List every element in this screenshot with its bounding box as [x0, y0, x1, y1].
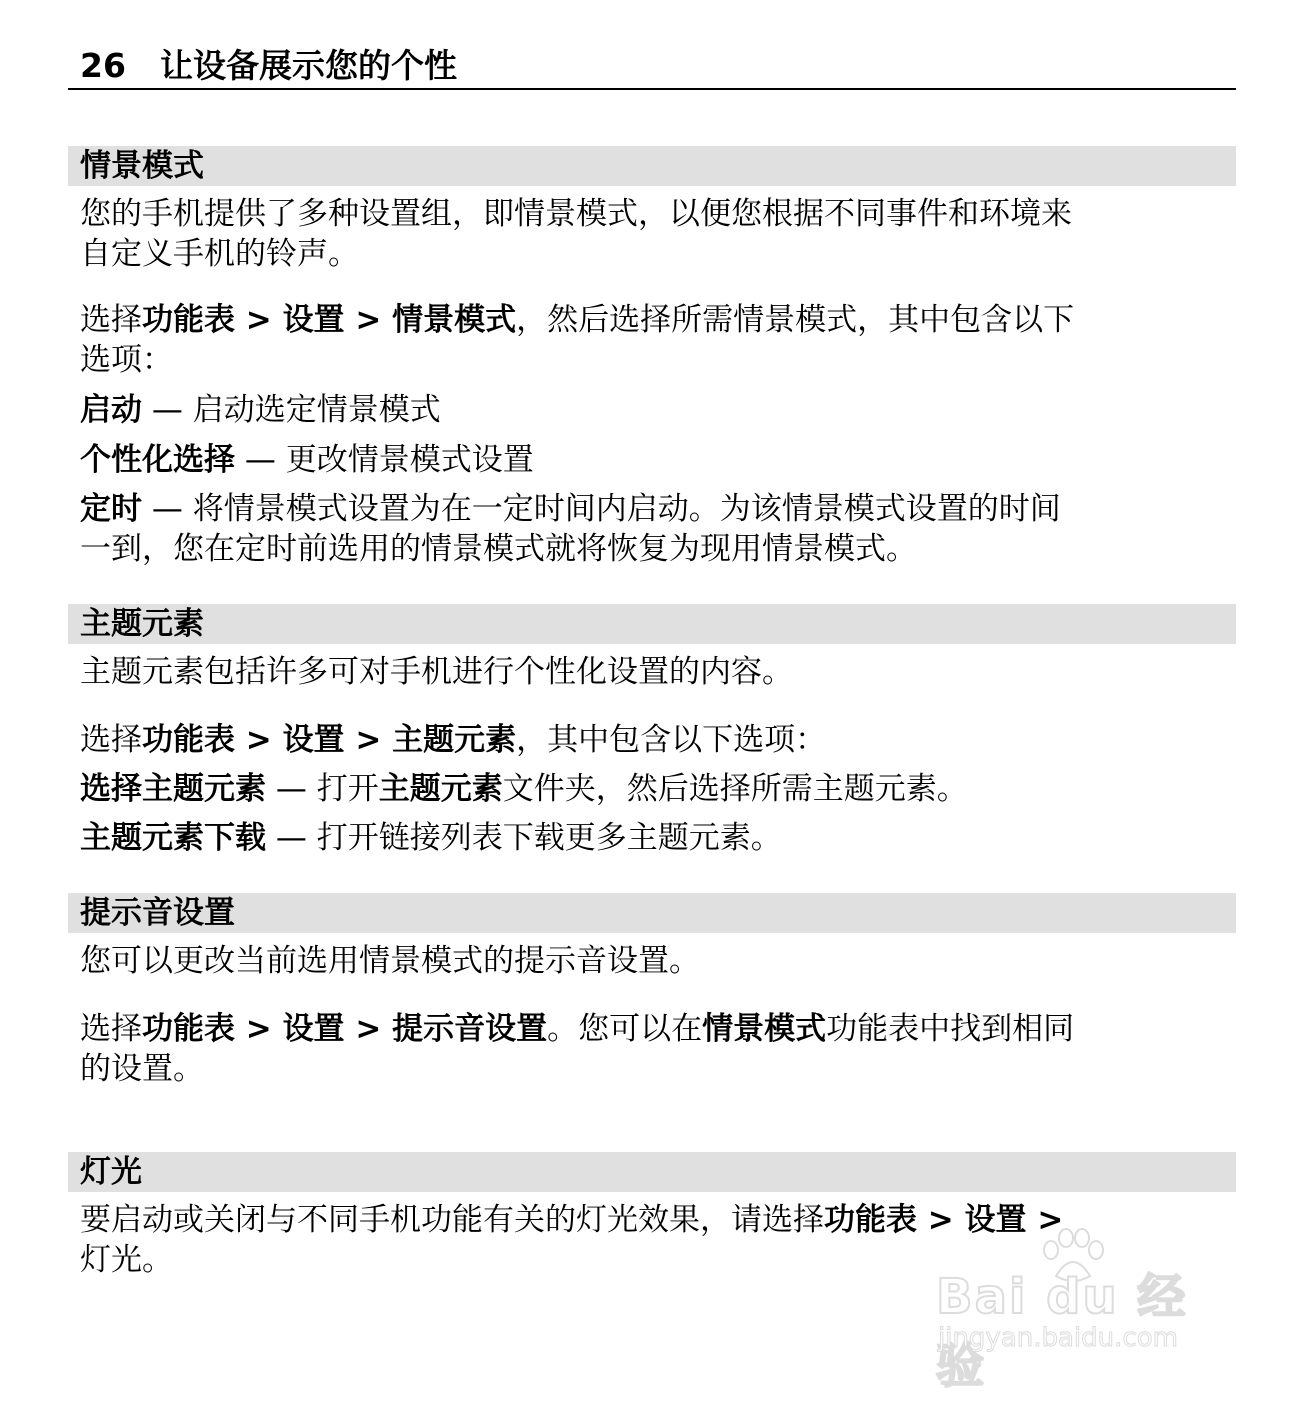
- option-desc: — 启动选定情景模式: [142, 392, 441, 428]
- option-desc: — 将情景模式设置为在一定时间内启动。为该情景模式设置的时间: [142, 491, 1061, 527]
- section-title: 灯光: [80, 1154, 142, 1190]
- option-term: 个性化选择: [80, 442, 235, 478]
- page-header: [68, 44, 1236, 90]
- text-line: 灯光。: [80, 1242, 173, 1278]
- target-label: 提示音设置: [392, 1011, 548, 1047]
- option-term: 主题元素下载: [80, 820, 266, 856]
- text: 选择: [80, 302, 142, 338]
- option-desc: — 更改情景模式设置: [235, 442, 534, 478]
- paragraph-themes-path: [80, 720, 1230, 760]
- path-separator: >: [235, 1011, 283, 1047]
- text: 选择: [80, 722, 142, 758]
- target-label: 主题元素: [392, 722, 517, 758]
- section-title: 提示音设置: [80, 895, 235, 931]
- section-heading-profiles: [68, 146, 1236, 186]
- target-label: 情景模式: [392, 302, 517, 338]
- path-separator: >: [344, 1011, 393, 1047]
- text-line: 自定义手机的铃声。: [80, 236, 359, 272]
- text-line: [80, 300, 1230, 340]
- text: 。您可以在: [547, 1011, 703, 1047]
- text-line: 选项：: [80, 342, 173, 378]
- baidu-watermark: [926, 1228, 1226, 1394]
- path-separator: >: [235, 302, 283, 338]
- menu-label: 功能表: [824, 1202, 917, 1238]
- folder-label: 主题元素: [378, 771, 503, 807]
- section-heading-themes: [68, 604, 1236, 644]
- section-title: 主题元素: [80, 606, 204, 642]
- paragraph-themes-intro: [80, 652, 1230, 692]
- text-line: 主题元素包括许多可对手机进行个性化设置的内容。: [80, 654, 793, 690]
- chapter-title: 让设备展示您的个性: [160, 46, 457, 85]
- option-term: 选择主题元素: [80, 771, 266, 807]
- menu-label: 功能表: [142, 302, 235, 338]
- settings-label: 设置: [964, 1202, 1027, 1238]
- option-personalise: [80, 440, 1230, 480]
- option-term: 启动: [80, 392, 142, 428]
- path-separator: >: [235, 722, 283, 758]
- option-term: 定时: [80, 491, 142, 527]
- menu-label: 功能表: [142, 722, 235, 758]
- path-separator: >: [344, 302, 393, 338]
- profiles-menu-label: 情景模式: [702, 1011, 827, 1047]
- menu-label: 功能表: [142, 1011, 235, 1047]
- section-title: 情景模式: [80, 148, 204, 184]
- option-desc: 文件夹，然后选择所需主题元素。: [502, 771, 968, 807]
- watermark-logo: Bai du 经验: [936, 1269, 1188, 1394]
- path-separator: >: [1026, 1202, 1064, 1238]
- text: 要启动或关闭与不同手机功能有关的灯光效果，请选择: [80, 1202, 824, 1238]
- settings-label: 设置: [282, 302, 345, 338]
- text-line: 您可以更改当前选用情景模式的提示音设置。: [80, 943, 700, 979]
- settings-label: 设置: [282, 722, 345, 758]
- watermark-url: jingyan.baidu.com: [938, 1323, 1178, 1353]
- option-desc: — 打开: [266, 771, 379, 807]
- page-number: 26: [80, 46, 126, 85]
- text-line: 您的手机提供了多种设置组，即情景模式，以便您根据不同事件和环境来: [80, 196, 1072, 232]
- paragraph-profiles-path: [80, 300, 1230, 380]
- text-line: [80, 489, 1230, 529]
- text: 功能表中找到相同: [826, 1011, 1075, 1047]
- option-select-theme: [80, 769, 1230, 809]
- text-line: 的设置。: [80, 1051, 204, 1087]
- option-activate: [80, 390, 1230, 430]
- text: 选择: [80, 1011, 142, 1047]
- option-timed: [80, 489, 1230, 569]
- section-heading-tones: [68, 893, 1236, 933]
- path-separator: >: [917, 1202, 965, 1238]
- paragraph-tones-path: [80, 1009, 1230, 1089]
- text: ，其中包含以下选项：: [516, 722, 827, 758]
- text-line: 一到，您在定时前选用的情景模式就将恢复为现用情景模式。: [80, 531, 917, 567]
- settings-label: 设置: [282, 1011, 345, 1047]
- option-desc: — 打开链接列表下载更多主题元素。: [266, 820, 782, 856]
- paragraph-tones-intro: [80, 941, 1230, 981]
- option-theme-download: [80, 818, 1230, 858]
- text: ，然后选择所需情景模式，其中包含以下: [516, 302, 1075, 338]
- path-separator: >: [344, 722, 393, 758]
- section-heading-lights: [68, 1152, 1236, 1192]
- paragraph-profiles-intro: [80, 194, 1230, 274]
- text-line: [80, 1009, 1230, 1049]
